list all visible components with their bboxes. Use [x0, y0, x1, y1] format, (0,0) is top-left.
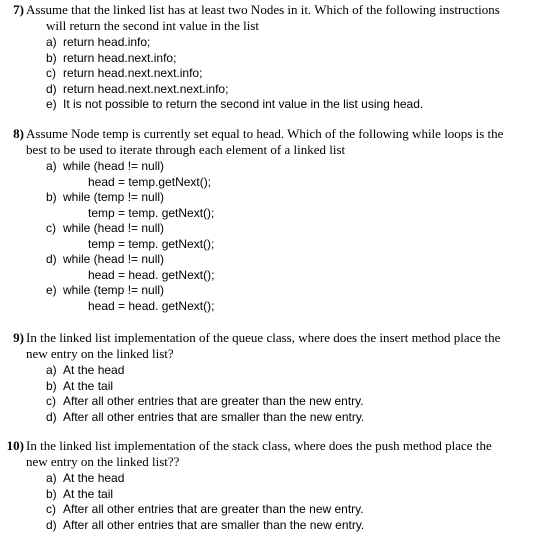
option-text: After all other entries that are greater than the new entry. [63, 394, 364, 408]
answer-option-d[interactable] [46, 252, 546, 268]
option-text: After all other entries that are smaller than the new entry. [63, 517, 365, 532]
question-stem [26, 330, 542, 362]
option-letter: b) [46, 50, 57, 65]
option-text: return head.next.next.info; [63, 66, 203, 80]
option-letter: b) [46, 190, 57, 204]
option-letter: a) [46, 363, 57, 377]
answer-option-a[interactable] [46, 159, 546, 175]
answer-option-d[interactable] [46, 518, 546, 534]
stem-line: In the linked list implementation of the queue class, where does the insert method place the [26, 330, 501, 345]
answer-option-b[interactable] [46, 51, 546, 67]
option-letter: c) [46, 502, 56, 516]
stem-line: will return the second int value in the list [46, 18, 260, 33]
option-text: while (temp != null) [63, 190, 165, 204]
option-letter: d) [46, 81, 57, 96]
answer-option-c[interactable] [46, 394, 546, 410]
answer-option-c[interactable] [46, 66, 546, 82]
option-letter: b) [46, 378, 57, 393]
stem-line: best to be used to iterate through each element of a linked list [26, 142, 346, 157]
stem-line: In the linked list implementation of the stack class, where does the push method place the [26, 438, 492, 453]
option-text: return head.next.next.next.info; [63, 81, 229, 96]
answer-option-b[interactable] [46, 487, 546, 503]
answer-option-b[interactable] [46, 190, 546, 206]
option-text: return head.info; [63, 35, 151, 49]
stem-line: Assume that the linked list has at least two Nodes in it. Which of the following instructions [26, 2, 500, 17]
stem-line: new entry on the linked list?? [26, 454, 180, 469]
option-code-line: head = head. getNext(); [88, 298, 215, 313]
question-number: 10) [6, 438, 24, 453]
option-letter: e) [46, 97, 57, 111]
question-stem [26, 438, 542, 470]
stem-line: Assume Node temp is currently set equal to head. Which of the following while loops is the [26, 126, 504, 141]
answer-options [46, 363, 546, 425]
answer-option-d[interactable] [46, 410, 546, 426]
question-number: 8) [13, 126, 24, 141]
option-code-line: temp = temp. getNext(); [88, 205, 215, 220]
question-stem [26, 2, 542, 34]
option-code-line: temp = temp. getNext(); [88, 236, 215, 251]
option-text: while (head != null) [63, 221, 165, 235]
option-text: At the tail [63, 486, 114, 501]
stem-line: new entry on the linked list? [26, 346, 174, 361]
answer-option-c[interactable] [46, 502, 546, 518]
option-text: while (head != null) [63, 159, 165, 173]
option-text: After all other entries that are greater than the new entry. [63, 502, 364, 516]
option-text: return head.next.info; [63, 50, 177, 65]
option-text: It is not possible to return the second int value in the list using head. [63, 97, 424, 111]
option-letter: a) [46, 35, 57, 49]
option-text: while (head != null) [63, 252, 165, 266]
option-letter: d) [46, 409, 57, 424]
option-letter: d) [46, 517, 57, 532]
option-letter: d) [46, 252, 57, 266]
option-letter: c) [46, 221, 56, 235]
option-text: while (temp != null) [63, 283, 165, 297]
answer-option-b[interactable] [46, 379, 546, 395]
option-letter: c) [46, 394, 56, 408]
answer-option-c[interactable] [46, 221, 546, 237]
option-code-line: head = temp.getNext(); [88, 174, 212, 189]
option-text: At the head [63, 471, 125, 485]
answer-options [46, 35, 546, 113]
question-number: 9) [13, 330, 24, 345]
option-letter: a) [46, 471, 57, 485]
answer-option-a[interactable] [46, 471, 546, 487]
option-text: At the tail [63, 378, 114, 393]
answer-option-e[interactable] [46, 97, 546, 113]
answer-options [46, 471, 546, 533]
option-letter: a) [46, 159, 57, 173]
answer-options [46, 159, 546, 314]
option-text: At the head [63, 363, 125, 377]
answer-option-d[interactable] [46, 82, 546, 98]
option-letter: e) [46, 283, 57, 297]
option-code-line: head = head. getNext(); [88, 267, 215, 282]
question-number: 7) [13, 2, 24, 17]
option-letter: c) [46, 66, 56, 80]
option-letter: b) [46, 486, 57, 501]
answer-option-a[interactable] [46, 363, 546, 379]
answer-option-a[interactable] [46, 35, 546, 51]
option-text: After all other entries that are smaller than the new entry. [63, 409, 365, 424]
question-stem [26, 126, 542, 158]
answer-option-e[interactable] [46, 283, 546, 299]
